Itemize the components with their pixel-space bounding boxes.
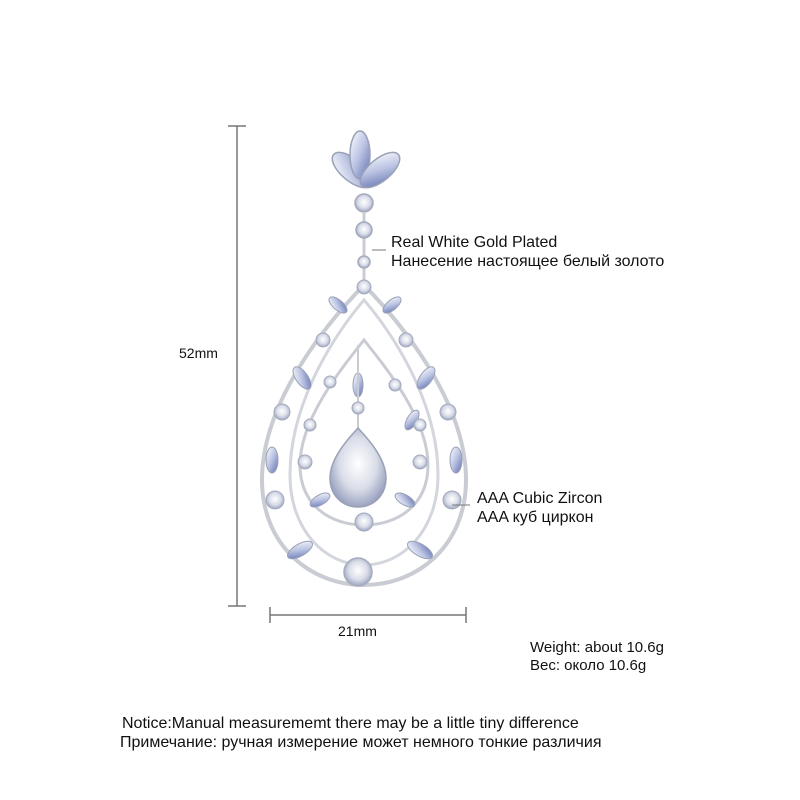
notice-en: Notice:Manual measurememt there may be a little tiny difference bbox=[122, 715, 579, 732]
width-dimension bbox=[270, 607, 466, 623]
notice-ru: Примечание: ручная измерение может немного тонкие различия bbox=[120, 734, 602, 751]
height-dimension bbox=[228, 126, 246, 606]
stone-label-en: AAA Cubic Zircon bbox=[477, 490, 603, 507]
width-label: 21mm bbox=[338, 623, 377, 639]
leaf-stud bbox=[327, 131, 406, 212]
weight-ru: Вес: около 10.6g bbox=[530, 657, 647, 674]
stone-label-ru: AAA куб циркон bbox=[477, 509, 594, 526]
weight-en: Weight: about 10.6g bbox=[530, 639, 664, 656]
plating-label-ru: Нанесение настоящее белый золото bbox=[391, 253, 665, 270]
height-label: 52mm bbox=[179, 345, 218, 361]
center-drop bbox=[330, 345, 386, 507]
connector bbox=[356, 212, 372, 280]
plating-label-en: Real White Gold Plated bbox=[391, 234, 558, 251]
